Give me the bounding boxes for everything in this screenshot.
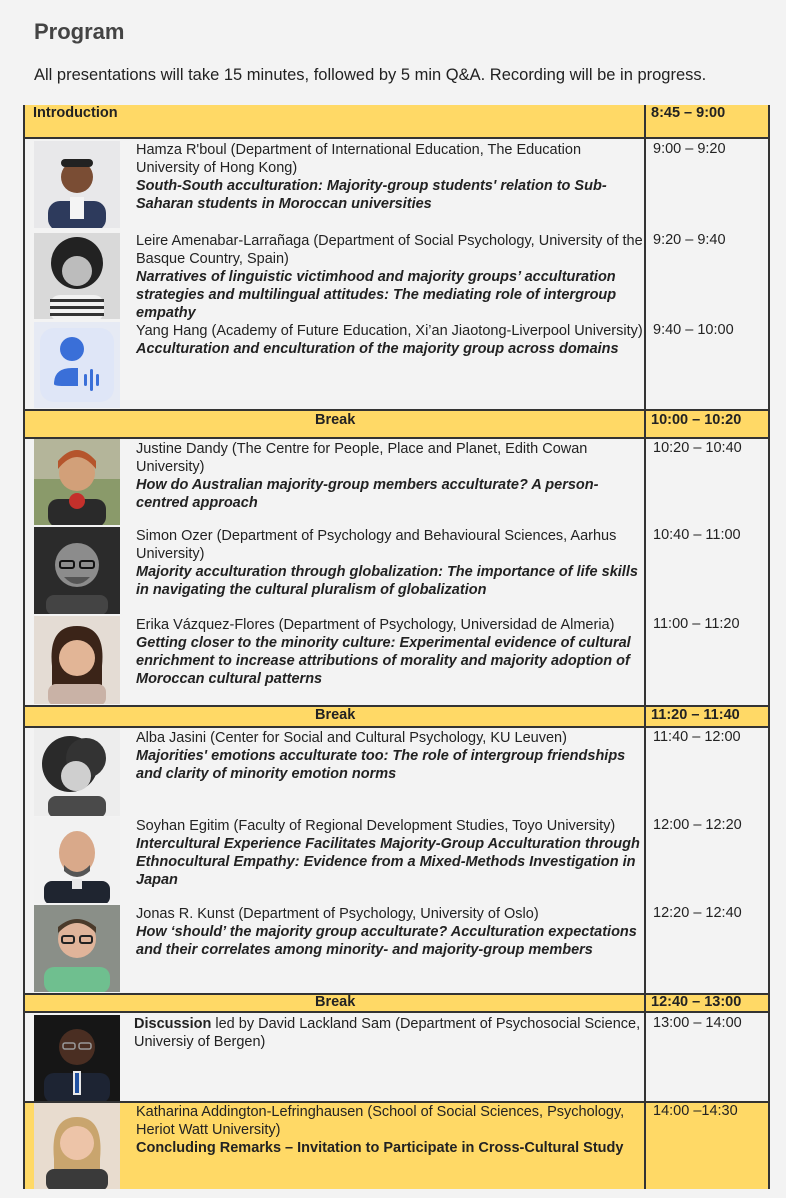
speaker-photo [34, 141, 120, 228]
schedule-table [23, 105, 770, 1189]
section-break [25, 993, 768, 1013]
slot-time: 12:20 – 12:40 [653, 905, 742, 921]
section-time: 11:20 – 11:40 [651, 707, 740, 723]
talk-title: How ‘should’ the majority group acculturate? Acculturation expectations and their correlates among minority- and majority-group members [136, 924, 637, 958]
speaker-info: Erika Vázquez-Flores (Department of Psychology, Universidad de Almeria) [136, 617, 615, 633]
speaker-info: Soyhan Egitim (Faculty of Regional Development Studies, Toyo University) [136, 818, 616, 834]
talk-title: Acculturation and enculturation of the majority group across domains [136, 341, 619, 357]
section-label: Break [315, 412, 356, 428]
presentation-row [25, 230, 768, 320]
speaker-info: Hamza R'boul (Department of International Education, The Education University of Hong Kong) [136, 142, 582, 176]
program-intro: All presentations will take 15 minutes, followed by 5 min Q&A. Recording will be in progress. [34, 66, 707, 84]
speaker-info: Leire Amenabar-Larrañaga (Department of Social Psychology, University of the Basque Country, Spain) [136, 233, 643, 267]
speaker-info: Katharina Addington-Lefringhausen (School of Social Sciences, Psychology, Heriot Watt University) [136, 1104, 625, 1138]
speaker-photo [34, 1015, 120, 1101]
section-break [25, 705, 768, 728]
section-label: Introduction [33, 105, 118, 121]
speaker-photo [34, 905, 120, 992]
discussion-row [25, 1013, 768, 1101]
avatar-placeholder-icon [34, 322, 120, 408]
presentation-row [25, 439, 768, 525]
talk-title: Intercultural Experience Facilitates Majority-Group Acculturation through Ethnocultural Empathy: Evidence from a Mixed-Methods Investigation in Japan [136, 836, 640, 888]
section-time: 12:40 – 13:00 [651, 994, 742, 1010]
speaker-info: Justine Dandy (The Centre for People, Place and Planet, Edith Cowan University) [136, 441, 588, 475]
speaker-photo [34, 616, 120, 704]
speaker-photo [34, 233, 120, 319]
talk-title: Getting closer to the minority culture: Experimental evidence of cultural enrichment to increase attributions of morality and majority adoption of Moroccan cultural patterns [136, 635, 631, 687]
presentation-row [25, 615, 768, 705]
slot-time: 13:00 – 14:00 [653, 1015, 742, 1031]
presentation-row [25, 320, 768, 409]
presentation-row [25, 904, 768, 993]
discussion-info: led by David Lackland Sam (Department of Psychosocial Science, Universiy of Bergen) [134, 1016, 641, 1050]
slot-time: 10:40 – 11:00 [653, 527, 741, 543]
speaker-photo [34, 1103, 120, 1189]
speaker-photo [34, 439, 120, 525]
section-time: 10:00 – 10:20 [651, 412, 742, 428]
slot-time: 11:40 – 12:00 [653, 729, 741, 745]
speaker-info: Jonas R. Kunst (Department of Psychology, University of Oslo) [136, 906, 539, 922]
speaker-info: Simon Ozer (Department of Psychology and Behavioural Sciences, Aarhus University) [136, 528, 617, 562]
speaker-info: Alba Jasini (Center for Social and Cultural Psychology, KU Leuven) [136, 730, 567, 746]
slot-time: 9:00 – 9:20 [653, 141, 726, 157]
section-introduction [25, 105, 768, 139]
slot-time: 11:00 – 11:20 [653, 616, 740, 632]
talk-title: Concluding Remarks – Invitation to Participate in Cross-Cultural Study [136, 1140, 624, 1156]
speaker-photo [34, 728, 120, 816]
talk-title: Majority acculturation through globalization: The importance of life skills in navigating the cultural pluralism of globalization [136, 564, 638, 598]
slot-time: 12:00 – 12:20 [653, 817, 742, 833]
closing-row [25, 1101, 768, 1189]
speaker-info: Yang Hang (Academy of Future Education, Xi’an Jiaotong-Liverpool University) [136, 323, 643, 339]
page-title: Program [34, 19, 125, 44]
talk-title: Narratives of linguistic victimhood and majority groups’ acculturation strategies and multilingual attitudes: The mediating role of intergroup empathy [136, 269, 617, 321]
section-time: 8:45 – 9:00 [651, 105, 726, 121]
presentation-row [25, 816, 768, 904]
slot-time: 9:40 – 10:00 [653, 322, 734, 338]
talk-title: South-South acculturation: Majority-group students' relation to Sub-Saharan students in Moroccan universities [136, 178, 607, 212]
speaker-photo [34, 817, 120, 903]
talk-title: How do Australian majority-group members acculturate? A person-centred approach [136, 477, 599, 511]
slot-time: 10:20 – 10:40 [653, 440, 742, 456]
presentation-row [25, 728, 768, 816]
section-label: Break [315, 707, 356, 723]
speaker-photo [34, 527, 120, 614]
presentation-row [25, 139, 768, 230]
section-label: Break [315, 994, 356, 1010]
presentation-row [25, 525, 768, 615]
slot-time: 14:00 –14:30 [653, 1103, 738, 1119]
slot-time: 9:20 – 9:40 [653, 232, 726, 248]
talk-title: Majorities' emotions acculturate too: The role of intergroup friendships and clarity of minority emotion norms [136, 748, 626, 782]
section-break [25, 409, 768, 439]
discussion-label: Discussion [134, 1016, 212, 1032]
